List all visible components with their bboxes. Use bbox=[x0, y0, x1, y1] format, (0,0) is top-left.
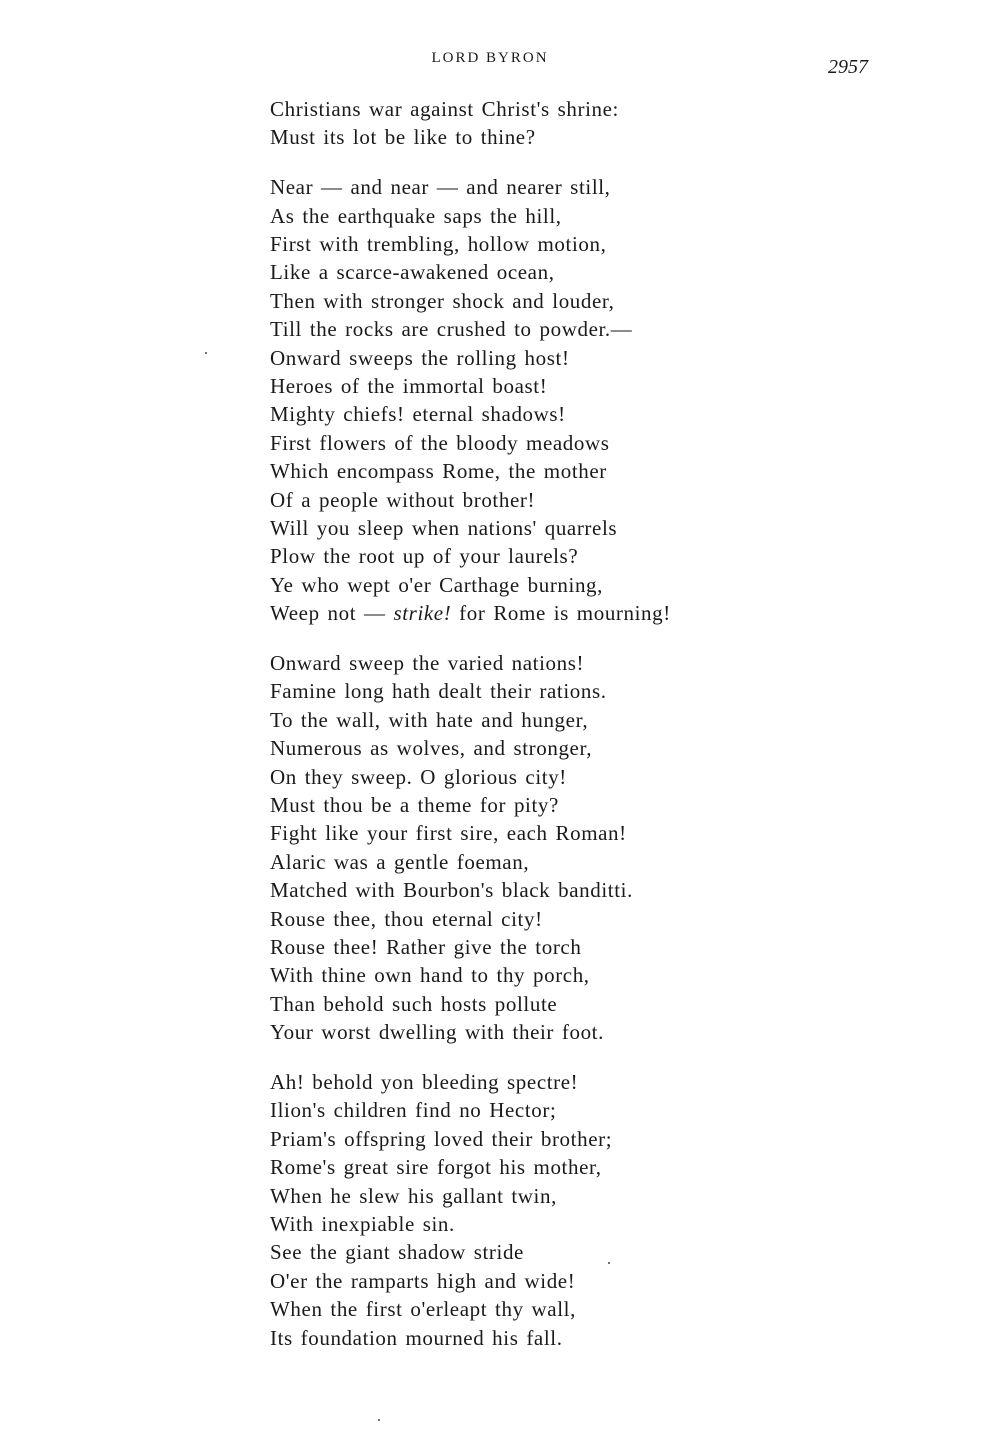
verse-line: Its foundation mourned his fall. bbox=[270, 1325, 563, 1350]
stanza-2 bbox=[270, 173, 870, 627]
verse-line: Till the rocks are crushed to powder.— bbox=[270, 317, 633, 342]
verse-line: Fight like your first sire, each Roman! bbox=[270, 821, 627, 846]
verse-line: Of a people without brother! bbox=[270, 487, 536, 512]
verse-line: First flowers of the bloody meadows bbox=[270, 430, 610, 455]
verse-line: Your worst dwelling with their foot. bbox=[270, 1020, 604, 1045]
poem-body bbox=[270, 95, 870, 1373]
stanza-1 bbox=[270, 95, 870, 152]
running-head: LORD BYRON bbox=[431, 50, 549, 66]
verse-text: Weep not — bbox=[270, 601, 394, 626]
verse-line: Matched with Bourbon's black banditti. bbox=[270, 878, 633, 903]
verse-line: Which encompass Rome, the mother bbox=[270, 459, 607, 484]
verse-line: Rome's great sire forgot his mother, bbox=[270, 1155, 602, 1180]
verse-line: Plow the root up of your laurels? bbox=[270, 544, 579, 569]
page-number: 2957 bbox=[828, 56, 868, 78]
print-speck bbox=[378, 1419, 380, 1421]
print-speck bbox=[205, 352, 207, 354]
verse-line: With thine own hand to thy porch, bbox=[270, 963, 590, 988]
verse-line: When the first o'erleapt thy wall, bbox=[270, 1297, 576, 1322]
verse-line-with-emphasis bbox=[270, 599, 870, 627]
verse-line: Rouse thee, thou eternal city! bbox=[270, 906, 543, 931]
verse-line: Christians war against Christ's shrine: bbox=[270, 97, 619, 121]
stanza-4 bbox=[270, 1068, 870, 1352]
verse-line: First with trembling, hollow motion, bbox=[270, 232, 607, 257]
verse-line: On they sweep. O glorious city! bbox=[270, 764, 567, 789]
verse-text: for Rome is mourning! bbox=[451, 601, 671, 626]
verse-line: Priam's offspring loved their brother; bbox=[270, 1126, 613, 1151]
verse-line: Like a scarce-awakened ocean, bbox=[270, 260, 555, 285]
verse-line: Near — and near — and nearer still, bbox=[270, 175, 611, 200]
verse-line: Then with stronger shock and louder, bbox=[270, 288, 615, 313]
verse-line: With inexpiable sin. bbox=[270, 1211, 455, 1236]
verse-line: See the giant shadow stride bbox=[270, 1240, 524, 1265]
verse-line: Will you sleep when nations' quarrels bbox=[270, 515, 618, 540]
verse-line: Ah! behold yon bleeding spectre! bbox=[270, 1070, 579, 1094]
verse-line: Mighty chiefs! eternal shadows! bbox=[270, 402, 566, 427]
verse-line: Heroes of the immortal boast! bbox=[270, 374, 548, 399]
print-speck bbox=[608, 1262, 610, 1264]
verse-line: Than behold such hosts pollute bbox=[270, 991, 558, 1016]
verse-line: Ye who wept o'er Carthage burning, bbox=[270, 572, 603, 597]
verse-line: Alaric was a gentle foeman, bbox=[270, 849, 530, 874]
emphasized-word: strike! bbox=[393, 601, 452, 626]
verse-line: O'er the ramparts high and wide! bbox=[270, 1268, 576, 1293]
verse-line: Must its lot be like to thine? bbox=[270, 125, 536, 150]
verse-line: Rouse thee! Rather give the torch bbox=[270, 934, 582, 959]
verse-line: Famine long hath dealt their rations. bbox=[270, 679, 607, 704]
verse-line: Must thou be a theme for pity? bbox=[270, 792, 559, 817]
verse-line: Ilion's children find no Hector; bbox=[270, 1098, 557, 1123]
verse-line: As the earthquake saps the hill, bbox=[270, 203, 562, 228]
verse-line: Numerous as wolves, and stronger, bbox=[270, 736, 593, 761]
verse-line: When he slew his gallant twin, bbox=[270, 1183, 557, 1208]
stanza-3 bbox=[270, 649, 870, 1046]
verse-line: To the wall, with hate and hunger, bbox=[270, 707, 589, 732]
verse-line: Onward sweep the varied nations! bbox=[270, 651, 585, 676]
verse-line: Onward sweeps the rolling host! bbox=[270, 345, 570, 370]
